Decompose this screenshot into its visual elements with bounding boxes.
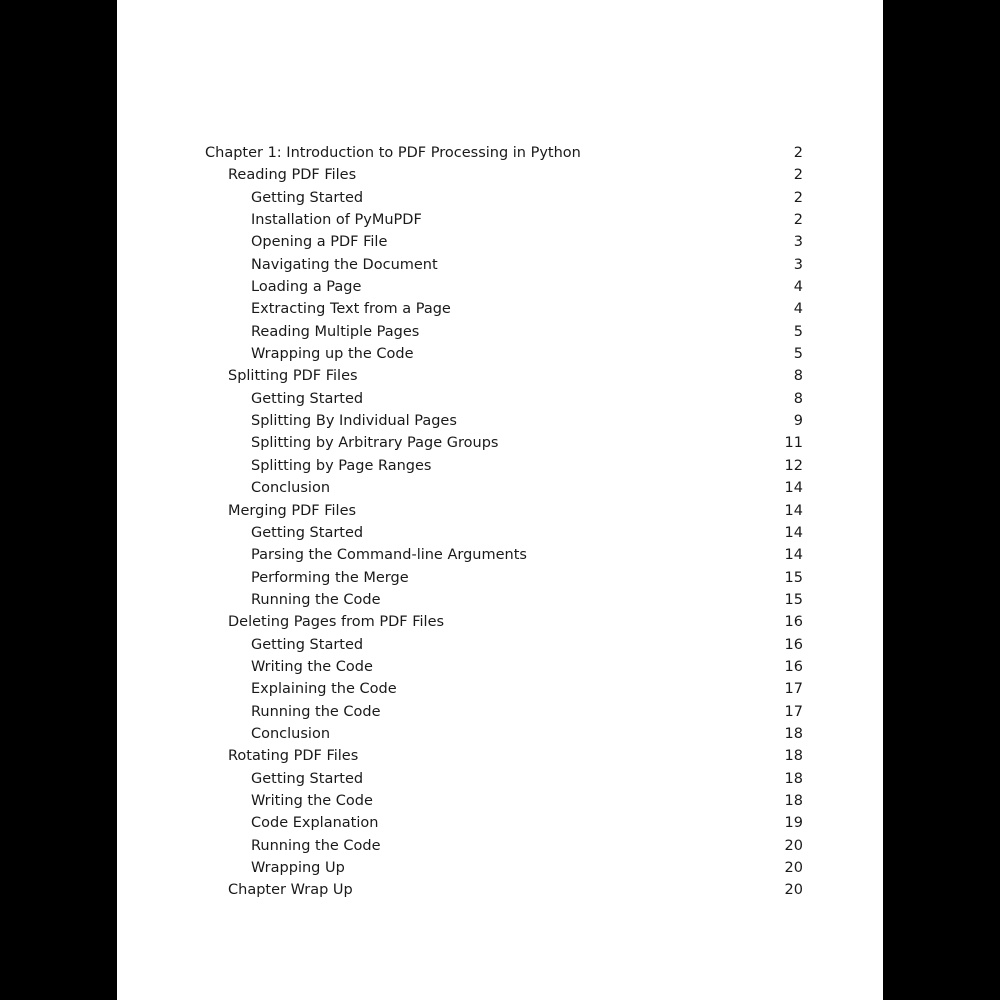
toc-entry-title: Conclusion [251, 480, 331, 497]
toc-entry[interactable] [205, 544, 803, 566]
toc-entry-page-number: 17 [784, 681, 803, 698]
toc-entry[interactable] [205, 611, 803, 633]
toc-entry-page-number: 3 [793, 256, 803, 273]
toc-entry[interactable] [205, 790, 803, 812]
toc-entry-page-number: 19 [784, 815, 803, 832]
toc-entry-title: Splitting by Arbitrary Page Groups [251, 435, 499, 452]
toc-entry[interactable] [205, 701, 803, 723]
toc-entry-page-number: 5 [793, 323, 803, 340]
toc-entry-page-number: 18 [784, 725, 803, 742]
toc-entry-title: Getting Started [251, 636, 364, 653]
toc-entry-page-number: 8 [793, 390, 803, 407]
toc-entry-page-number: 11 [784, 435, 803, 452]
toc-entry-page-number: 2 [793, 189, 803, 206]
toc-entry-title: Explaining the Code [251, 681, 397, 698]
toc-entry-title: Splitting By Individual Pages [251, 413, 457, 430]
toc-entry[interactable] [205, 500, 803, 522]
toc-entry-page-number: 16 [784, 614, 803, 631]
toc-entry[interactable] [205, 812, 803, 834]
toc-entry-page-number: 16 [784, 658, 803, 675]
toc-entry-title: Getting Started [251, 524, 364, 541]
toc-entry[interactable] [205, 723, 803, 745]
toc-entry-page-number: 2 [793, 212, 803, 229]
toc-entry-title: Writing the Code [251, 792, 373, 809]
toc-entry-page-number: 2 [793, 145, 803, 161]
toc-entry[interactable] [205, 164, 803, 186]
table-of-contents [205, 142, 803, 902]
document-page [117, 0, 883, 1000]
toc-entry[interactable] [205, 298, 803, 320]
toc-entry-page-number: 14 [784, 524, 803, 541]
toc-entry-title: Opening a PDF File [251, 234, 388, 251]
toc-entry[interactable] [205, 231, 803, 253]
toc-entry-title: Conclusion [251, 725, 331, 742]
toc-entry-title: Extracting Text from a Page [251, 301, 451, 318]
toc-entry[interactable] [205, 321, 803, 343]
toc-entry[interactable] [205, 768, 803, 790]
toc-entry-title: Getting Started [251, 770, 364, 787]
toc-entry-title: Merging PDF Files [228, 502, 357, 519]
toc-entry-title: Installation of PyMuPDF [251, 212, 422, 229]
toc-entry-title: Reading PDF Files [228, 167, 357, 184]
toc-entry[interactable] [205, 388, 803, 410]
toc-entry[interactable] [205, 678, 803, 700]
toc-entry[interactable] [205, 254, 803, 276]
toc-entry-page-number: 4 [793, 279, 803, 296]
toc-entry-page-number: 20 [784, 860, 803, 876]
toc-entry[interactable] [205, 477, 803, 499]
toc-entry-title: Navigating the Document [251, 256, 438, 273]
toc-entry-title: Chapter 1: Introduction to PDF Processing in Python [205, 145, 581, 161]
toc-entry-title: Running the Code [251, 837, 381, 854]
toc-entry-page-number: 18 [784, 748, 803, 765]
toc-entry-title: Running the Code [251, 703, 381, 720]
toc-entry-title: Chapter Wrap Up [228, 882, 353, 899]
toc-entry-page-number: 17 [784, 703, 803, 720]
toc-entry-title: Code Explanation [251, 815, 379, 832]
toc-entry-title: Performing the Merge [251, 569, 409, 586]
toc-entry-page-number: 16 [784, 636, 803, 653]
toc-entry-title: Parsing the Command-line Arguments [251, 547, 527, 564]
toc-entry-title: Getting Started [251, 189, 364, 206]
toc-entry-page-number: 20 [784, 882, 803, 899]
toc-entry-page-number: 9 [793, 413, 803, 430]
toc-entry-page-number: 4 [793, 301, 803, 318]
toc-entry-title: Wrapping Up [251, 860, 345, 876]
toc-entry-title: Wrapping up the Code [251, 346, 414, 363]
toc-entry[interactable] [205, 410, 803, 432]
toc-entry[interactable] [205, 432, 803, 454]
toc-entry[interactable] [205, 522, 803, 544]
toc-entry[interactable] [205, 343, 803, 365]
toc-entry-page-number: 15 [784, 591, 803, 608]
toc-entry[interactable] [205, 567, 803, 589]
toc-entry-title: Getting Started [251, 390, 364, 407]
toc-entry-page-number: 2 [793, 167, 803, 184]
toc-entry-page-number: 3 [793, 234, 803, 251]
toc-entry[interactable] [205, 634, 803, 656]
toc-entry-page-number: 18 [784, 792, 803, 809]
toc-entry-page-number: 8 [793, 368, 803, 385]
toc-entry[interactable] [205, 835, 803, 857]
toc-entry-title: Running the Code [251, 591, 381, 608]
toc-entry-title: Reading Multiple Pages [251, 323, 420, 340]
toc-entry[interactable] [205, 187, 803, 209]
toc-entry-page-number: 12 [784, 457, 803, 474]
toc-entry-page-number: 14 [784, 480, 803, 497]
toc-entry[interactable] [205, 209, 803, 231]
toc-entry[interactable] [205, 656, 803, 678]
toc-entry-page-number: 18 [784, 770, 803, 787]
toc-entry-title: Loading a Page [251, 279, 362, 296]
toc-entry-page-number: 14 [784, 502, 803, 519]
toc-entry-page-number: 15 [784, 569, 803, 586]
toc-entry[interactable] [205, 142, 803, 164]
toc-entry[interactable] [205, 745, 803, 767]
toc-entry-title: Rotating PDF Files [228, 748, 359, 765]
toc-entry[interactable] [205, 589, 803, 611]
toc-entry-title: Splitting by Page Ranges [251, 457, 432, 474]
toc-entry[interactable] [205, 276, 803, 298]
toc-entry-page-number: 5 [793, 346, 803, 363]
toc-entry[interactable] [205, 879, 803, 901]
toc-entry-page-number: 20 [784, 837, 803, 854]
toc-entry[interactable] [205, 455, 803, 477]
toc-entry[interactable] [205, 857, 803, 879]
toc-entry-page-number: 14 [784, 547, 803, 564]
toc-entry-title: Splitting PDF Files [228, 368, 358, 385]
toc-entry-title: Deleting Pages from PDF Files [228, 614, 445, 631]
toc-entry[interactable] [205, 365, 803, 387]
toc-entry-title: Writing the Code [251, 658, 373, 675]
